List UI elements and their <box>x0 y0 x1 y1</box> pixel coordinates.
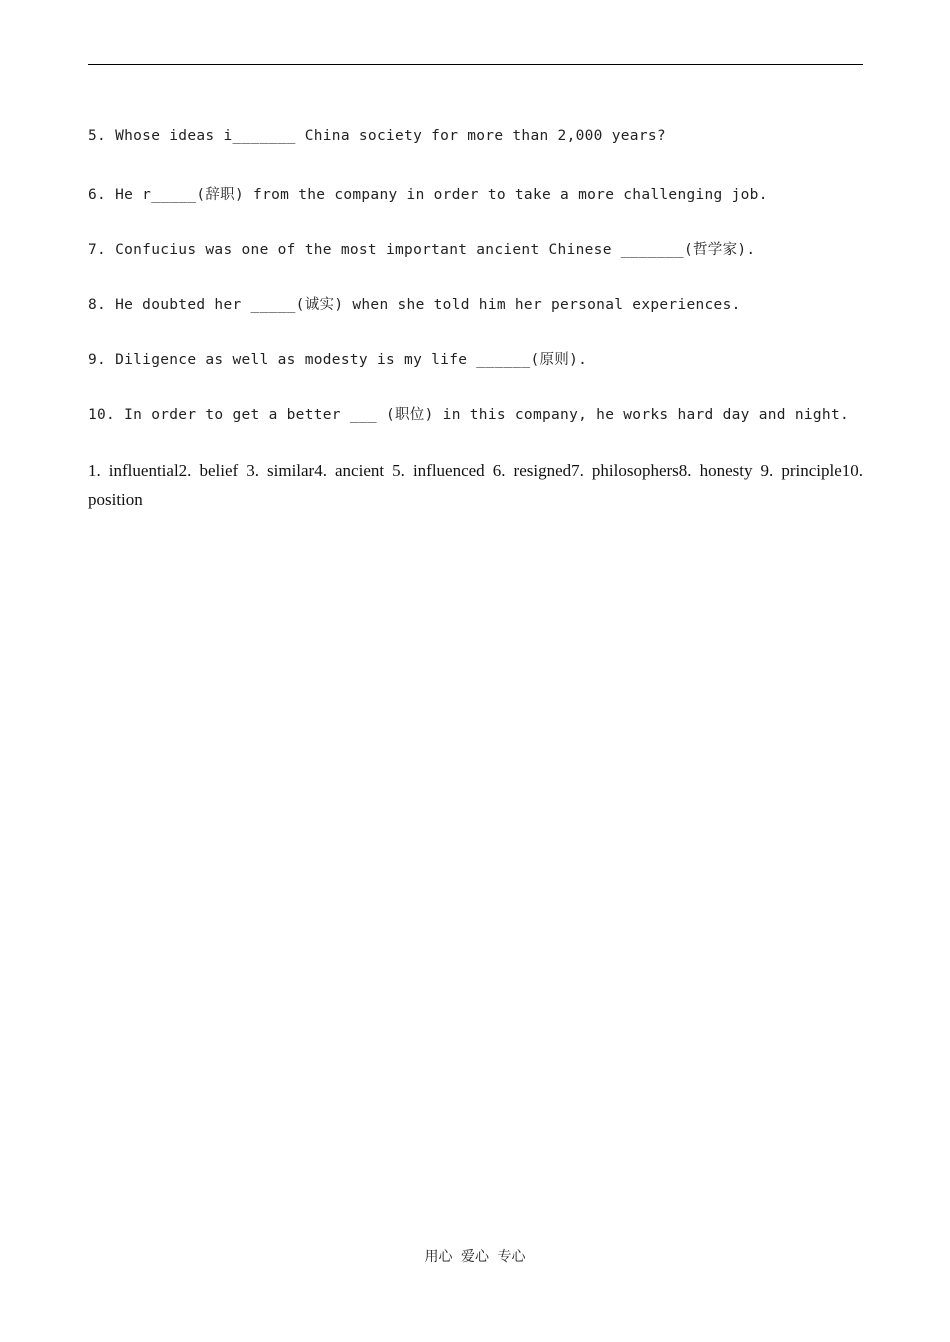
question-7: 7. Confucius was one of the most important ancient Chinese _______(哲学家). <box>88 242 756 258</box>
question-10: 10. In order to get a better ___ (职位) in this company, he works hard day and night. <box>88 407 850 423</box>
question-9: 9. Diligence as well as modesty is my life ______(原则). <box>88 352 588 368</box>
header-rule <box>88 64 863 65</box>
page-footer: 用心 爱心 专心 <box>424 1249 526 1265</box>
question-5: 5. Whose ideas i_______ China society for more than 2,000 years? <box>88 128 666 144</box>
question-6: 6. He r_____(辞职) from the company in order to take a more challenging job. <box>88 187 768 203</box>
answer-key: 1. influential2. belief 3. similar4. ancient 5. influenced 6. resigned7. philosophers8. honesty 9. principle10. position <box>88 461 863 509</box>
question-8: 8. He doubted her _____(诚实) when she told him her personal experiences. <box>88 297 741 313</box>
